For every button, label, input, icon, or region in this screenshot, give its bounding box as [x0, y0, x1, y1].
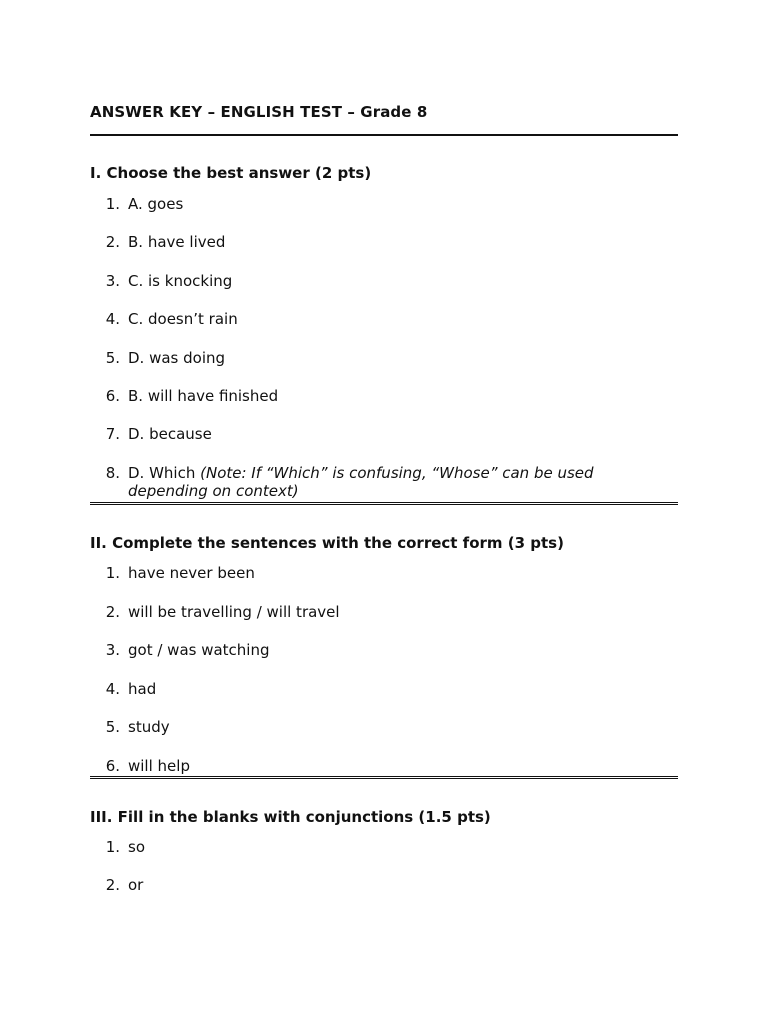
section-1-answer-list — [90, 195, 610, 520]
list-item — [90, 349, 610, 367]
list-item — [90, 718, 610, 736]
title-divider — [90, 134, 678, 136]
item-answer: C. doesn’t rain — [128, 310, 238, 329]
item-answer: D. Which — [128, 463, 201, 482]
list-item — [90, 876, 610, 894]
list-item — [90, 195, 610, 213]
item-answer: will be travelling / will travel — [128, 602, 340, 621]
item-number: 2. — [105, 233, 120, 252]
list-item — [90, 464, 610, 500]
item-answer: D. was doing — [128, 348, 226, 367]
item-answer: so — [128, 838, 145, 856]
list-item — [90, 680, 610, 698]
item-number: 6. — [105, 756, 120, 775]
item-answer: C. is knocking — [128, 271, 233, 290]
page-title: ANSWER KEY – ENGLISH TEST – Grade 8 — [90, 103, 428, 121]
item-number: 7. — [105, 425, 120, 444]
item-answer: got / was watching — [128, 641, 270, 659]
item-answer: B. have lived — [128, 233, 226, 252]
list-item — [90, 387, 610, 405]
item-answer: or — [128, 876, 144, 895]
item-number: 5. — [105, 718, 120, 736]
list-item — [90, 425, 610, 443]
list-item — [90, 757, 610, 775]
item-answer: B. will have finished — [128, 386, 279, 405]
item-answer: D. because — [128, 425, 212, 444]
list-item — [90, 564, 610, 582]
list-item — [90, 838, 610, 856]
item-number: 4. — [105, 679, 120, 698]
item-number: 2. — [105, 602, 120, 621]
item-answer: will help — [128, 756, 190, 775]
list-item — [90, 310, 610, 328]
item-number: 5. — [105, 348, 120, 367]
item-note: (Note: If “Which” is confusing, “Whose” can be used depending on context) — [128, 463, 594, 500]
section-2-answer-list — [90, 564, 610, 795]
item-number: 1. — [105, 838, 120, 856]
list-item — [90, 641, 610, 659]
section-3-heading: III. Fill in the blanks with conjunctions (1.5 pts) — [90, 808, 491, 826]
item-number: 4. — [105, 310, 120, 329]
item-number: 8. — [105, 463, 120, 482]
item-number: 1. — [105, 195, 120, 213]
list-item — [90, 233, 610, 251]
item-answer: had — [128, 679, 157, 698]
item-answer-with-note — [128, 464, 610, 500]
list-item — [90, 603, 610, 621]
item-answer: A. goes — [128, 195, 184, 213]
item-number: 6. — [105, 386, 120, 405]
item-answer: study — [128, 718, 170, 736]
list-item — [90, 272, 610, 290]
item-answer: have never been — [128, 564, 255, 582]
item-number: 1. — [105, 564, 120, 582]
section-2-heading: II. Complete the sentences with the correct form (3 pts) — [90, 534, 564, 552]
item-number: 3. — [105, 641, 120, 659]
item-number: 2. — [105, 876, 120, 895]
section-divider — [90, 502, 678, 505]
section-divider — [90, 776, 678, 779]
section-1-heading: I. Choose the best answer (2 pts) — [90, 164, 372, 182]
section-3-answer-list — [90, 838, 610, 915]
item-number: 3. — [105, 271, 120, 290]
